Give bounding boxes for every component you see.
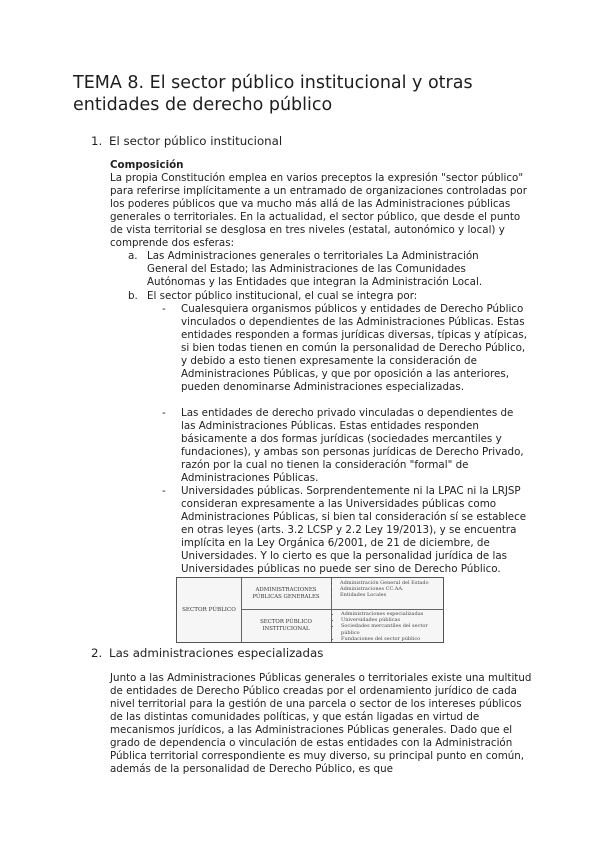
section-1-title: El sector público institucional: [109, 134, 283, 148]
list-text-a: Las Administraciones generales o territoriales La Administración General del Estado; las Administraciones de las Comunidades Autónomas y las Entidades que integran la Administración Local.: [147, 250, 483, 288]
section-2-paragraph: Junto a las Administraciones Públicas generales o territoriales existe una multitud de entidades de Derecho Público creadas por el ordenamiento jurídico de cada nivel territorial para la gestión de una parcela o sector de los intereses públicos de las distintas comunidades políticas, y que están ligadas en virtud de mecanismos jurídicos, a las Administraciones Públicas generales. Dado que el grado de dependencia o vinculación de estas entidades con la Administración Pública territorial correspondiente es muy diverso, su principal punto en común, además de la personalidad de Derecho Público, es que: [110, 672, 532, 775]
section-2-title: Las administraciones especializadas: [109, 646, 324, 660]
list-marker-b: b.: [128, 290, 138, 302]
table-root-cell: SECTOR PÚBLICO: [177, 578, 242, 642]
section-2-number: 2.: [91, 646, 103, 660]
table-row1-label: ADMINISTRACIONES PÚBLICAS GENERALES: [241, 578, 332, 610]
table-row2-item: • Administraciones especializadas: [341, 611, 443, 617]
dash-marker: -: [162, 303, 166, 315]
list-text-b: El sector público institucional, el cual se integra por:: [147, 290, 418, 302]
list-marker-a: a.: [128, 250, 138, 262]
table-row2-item: • Universidades públicas: [341, 617, 443, 623]
table-row2-item: • Fundaciones del sector público: [341, 636, 443, 642]
table-row2-label: SECTOR PÚBLICO INSTITUCIONAL: [241, 610, 332, 642]
table-row2-item: • Sociedades mercantiles del sector público: [341, 623, 443, 635]
table-row1-item: • Administraciones CC.AA.: [340, 586, 443, 592]
table-row1-items: [332, 580, 443, 610]
dash-text: Cualesquiera organismos públicos y entidades de Derecho Público vinculados o dependientes de las Administraciones Públicas. Estas entidades responden a formas jurídicas diversas, típicas y atípicas, si bien todas tienen en común la personalidad de Derecho Público, y debido a esto tienen expresamente la consideración de Administraciones Públicas, y que por oposición a las anteriores, pueden denominarse Administraciones especializadas.: [181, 303, 528, 393]
table-row1-item: • Entidades Locales: [340, 592, 443, 598]
section-1-heading: [91, 134, 491, 150]
composicion-intro: La propia Constitución emplea en varios preceptos la expresión "sector público" para referirse implícitamente a un entramado de organizaciones controladas por los poderes públicos que va mucho más allá de las Administraciones públicas generales o territoriales. En la actualidad, el sector público, que desde el punto de vista territorial se desglosa en tres niveles (estatal, autonómico y local) y comprende dos esferas:: [110, 172, 527, 249]
dash-marker: -: [162, 485, 166, 497]
sector-publico-table: [176, 577, 444, 643]
dash-text: Universidades públicas. Sorprendentemente ni la LPAC ni la LRJSP consideran expresamente a las Universidades públicas como Administraciones Públicas, si bien tal consideración sí se establece en otras leyes (arts. 3.2 LCSP y 2.2 Ley 19/2013), y se encuentra implícita en la Ley Orgánica 6/2001, de 21 de diciembre, de Universidades. Y lo cierto es que la personalidad jurídica de las Universidades públicas no puede ser sino de Derecho Público.: [181, 485, 527, 575]
table-row2-items: [333, 611, 443, 642]
section-2-paragraph-block: [110, 672, 532, 776]
dash-text: Las entidades de derecho privado vinculadas o dependientes de las Administraciones Públicas. Estas entidades responden básicamente a dos formas jurídicas (sociedades mercantiles y fundaciones), y ambas son personas jurídicas de Derecho Privado, razón por la cual no tienen la consideración "formal" de Administraciones Públicas.: [181, 407, 524, 484]
dash-marker: -: [162, 407, 166, 419]
section-2-heading: [91, 646, 491, 662]
table-row1-item: • Administración General del Estado: [340, 580, 443, 586]
section-1-number: 1.: [91, 134, 103, 148]
composicion-block: [110, 159, 530, 250]
document-title: TEMA 8. El sector público institucional y otras entidades de derecho público: [73, 73, 473, 115]
composicion-subheading: Composición: [110, 159, 184, 171]
